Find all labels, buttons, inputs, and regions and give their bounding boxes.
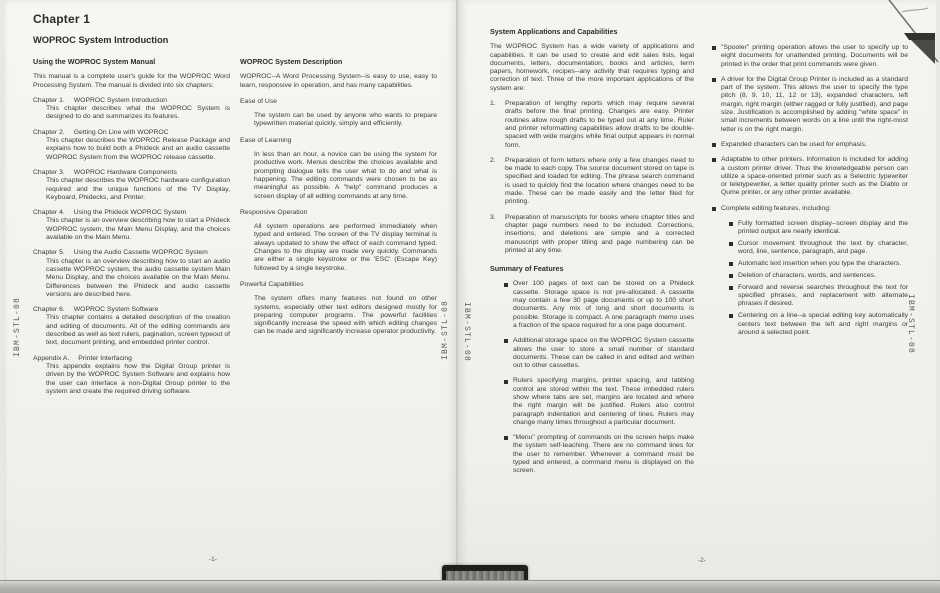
toc-entry-body: This appendix explains how the Digital Group printer is driven by the WOPROC System Software and explains how the user can interface a non-Digital Group printer to the system and create the required driving software. — [46, 362, 230, 395]
toc-entry-label: Chapter 4. — [33, 209, 65, 217]
square-bullet-icon — [712, 44, 721, 69]
powerful-capabilities-paragraph: The system offers many features not found on other systems, especially other text editors designed mostly for preparing computer programs. The powerful facilities significantly increase the speed with which editing changes can be made and significantly increase operator productivity. — [254, 295, 437, 336]
feature-bullet-storage — [504, 280, 694, 330]
feature-bullet-menu-prompting — [504, 434, 694, 475]
item-number: 3. — [490, 213, 496, 221]
archive-stamp-left-edge: IBM-STL-08 — [13, 297, 22, 358]
toc-entry-label: Chapter 3. — [33, 168, 65, 176]
page1-column-2 — [240, 58, 437, 337]
toc-entry-body: This chapter is an overview describing how to start a Phideck WOPROC system, the Main Menu Display, and the choices available on the Main Menu. — [46, 217, 230, 242]
bullet-text: Complete editing features, including: — [721, 204, 831, 212]
item-number: 1. — [490, 100, 496, 108]
page1-column-1 — [33, 58, 230, 403]
feature-bullet-additional-storage — [504, 337, 694, 370]
manual-intro-paragraph: This manual is a complete user's guide for the WOPROC Word Processing System. The manual is divided into six chapters: — [33, 73, 230, 89]
square-bullet-icon — [729, 260, 738, 268]
description-intro-paragraph: WOPROC--A Word Processing System--is easy to use, easy to learn, responsive in operation, and has many capabilities. — [240, 73, 437, 89]
square-bullet-icon — [504, 434, 513, 475]
scan-bottom-edge — [0, 580, 940, 593]
toc-entry-title: WOPROC Hardware Components — [73, 168, 177, 176]
toc-entry-head — [33, 97, 230, 105]
subheading-responsive-operation: Responsive Operation — [240, 208, 308, 216]
bullet-text: "Spooler" printing operation allows the user to specify up to eight documents for unattended printing. Documents will be printed in the order that print commands were given. — [721, 44, 908, 68]
toc-entry-title: WOPROC System Software — [73, 306, 159, 314]
feature-bullet-editing-features — [712, 205, 908, 213]
toc-entry-chapter-5 — [33, 249, 230, 299]
toc-entry-head — [33, 306, 230, 314]
bullet-text: Additional storage space on the WOPROC System cassette allows the user to store a small number of standard documents. These can be called in and edited and written out to other cassettes. — [513, 337, 694, 370]
toc-entry-body: This chapter contains a detailed description of the creation and editing of documents. All of the editing commands are described as well as text rulers, pagination, screen typeout of text, document printing, and embedded printer control. — [46, 314, 230, 347]
subbullet-text: Cursor movement throughout the text by character, word, line, sentence, paragraph, and page. — [738, 240, 908, 256]
col-heading-summary-of-features: Summary of Features — [490, 264, 564, 274]
square-bullet-icon — [712, 141, 721, 149]
toc-entry-label: Chapter 2. — [33, 128, 65, 136]
toc-entry-body: This chapter describes what the WOPROC System is designed to do and summarizes its features. — [46, 105, 230, 121]
square-bullet-icon — [712, 76, 721, 134]
folded-corner-mark — [878, 0, 940, 72]
bullet-text: Expanded characters can be used for emphasis. — [721, 140, 867, 148]
toc-entry-title: Using the Audio Cassette WOPROC System — [73, 249, 208, 257]
page1-section-title: WOPROC System Introduction — [33, 35, 169, 45]
editing-subfeature-text-insertion — [729, 260, 908, 268]
page2-number: -2- — [698, 557, 706, 564]
square-bullet-icon — [729, 312, 738, 337]
archive-stamp-gutter-right: IBM-STL-08 — [462, 302, 471, 363]
col-heading-using-manual: Using the WOPROC System Manual — [33, 57, 156, 66]
bullet-text: Rulers specifying margins, printer spacing, and tabbing control are stored within the text. These imbedded rulers show where tabs are set, margins are located and where the right margin will be justified. Rulers also control paragraph indentation and centering of lines. Rulers may change many times throughout a particular document. — [513, 377, 694, 426]
col-heading-system-description: WOPROC System Description — [240, 57, 343, 66]
subbullet-text: Fully formatted screen display--screen display and the printed output are nearly identical. — [738, 220, 908, 236]
col-heading-applications: System Applications and Capabilities — [490, 27, 618, 36]
toc-entry-chapter-6 — [33, 306, 230, 347]
subheading-ease-of-use: Ease of Use — [240, 97, 278, 105]
toc-entry-body: This chapter describes the WOPROC Release Package and explains how to build both a Phideck and an audio cassette WOPROC System from the WOPROC release cassette. — [46, 137, 230, 161]
archive-stamp-right-edge: IBM-STL-08 — [906, 294, 915, 355]
bullet-text: A driver for the Digital Group Printer is included as a standard part of the system. This allows the user to specify the type pitch (8, 9, 10, 11, 12 or 13), expanded characters, left margin, right margin (either ragged or fully justified), and page size. Justification is accomplished by adding "white space" in small increments between words on a line until the right-most letter is on the right margin. — [721, 75, 908, 133]
subheading-powerful-capabilities: Powerful Capabilities — [240, 280, 304, 288]
editing-subfeature-cursor-movement — [729, 240, 908, 257]
subbullet-text: Automatic text insertion when you type the characters. — [738, 260, 902, 268]
feature-bullet-printer-driver — [712, 76, 908, 134]
toc-entry-head — [33, 209, 230, 217]
application-item-1 — [490, 100, 694, 150]
subbullet-text: Centering on a line--a special editing key automatically centers text between the left and right margins or around a selected point. — [738, 312, 908, 336]
square-bullet-icon — [712, 205, 721, 213]
toc-entry-head — [33, 355, 230, 363]
feature-bullet-expanded-characters — [712, 141, 908, 149]
bullet-text: Adaptable to other printers. Information is included for adding a custom printer driver. Thus the knowledgeable person can utilize a space-oriented printer such as a Selectric typewriter or teletypewriter, a letter quality printer such as the Diablo or Qume printer, or any other printer available. — [721, 156, 908, 197]
square-bullet-icon — [729, 272, 738, 280]
application-item-2 — [490, 157, 694, 207]
feature-bullet-adaptable-printers — [712, 156, 908, 197]
item-body: Preparation of form letters where only a few changes need to be made to each copy. The source document stored on tape is specified and loaded for editing. The phrase search command is used to quickly find the location where changes need to be made. These can be made easily and the letter filed for printing. — [505, 156, 694, 206]
page-gutter-seam — [456, 0, 459, 582]
toc-entry-head — [33, 169, 230, 177]
subbullet-text: Forward and reverse searches throughout the text for specified phrases, and replacement with alternate phrases if desired. — [738, 283, 908, 308]
toc-entry-body: This chapter is an overview describing how to start an audio cassette WOPROC system, the audio cassette system Main Menu Display, and the choices available on the Main Menu. Differences between the Phideck and audio cassette versions are described here. — [46, 257, 230, 298]
chapter-heading: Chapter 1 — [33, 12, 91, 26]
toc-entry-title: Getting On Line with WOPROC — [73, 128, 169, 136]
item-body: Preparation of manuscripts for books where chapter titles and chapter page numbers need to be included. Corrections, insertions, and deletions are simple and a corrected manuscript with proper titling and page numbering can be printed at any time. — [505, 213, 694, 254]
subbullet-text: Deletion of characters, words, and sentences. — [738, 272, 876, 280]
toc-entry-head — [33, 249, 230, 257]
square-bullet-icon — [504, 280, 513, 330]
item-number: 2. — [490, 156, 496, 164]
page2-column-2 — [712, 44, 908, 341]
item-body: Preparation of lengthy reports which may require several drafts before the final printing. Changes are easy. Printer routines allow rough drafts to be typed out at any time. Ruler and printer reformatting capabilities allow drafts to be double-spaced with wide margins while final output appears in normal form. — [505, 100, 694, 149]
toc-entry-title: Using the Phideck WOPROC System — [73, 209, 187, 217]
square-bullet-icon — [729, 284, 738, 309]
toc-entry-chapter-3 — [33, 169, 230, 202]
square-bullet-icon — [729, 240, 738, 257]
subheading-ease-of-learning: Ease of Learning — [240, 136, 292, 144]
ease-of-use-paragraph: The system can be used by anyone who wants to prepare typewritten material quickly, simply and efficiently. — [254, 112, 437, 128]
toc-entry-title: Printer Interfacing — [78, 354, 132, 362]
toc-entry-chapter-2 — [33, 129, 230, 162]
toc-entry-label: Chapter 1. — [33, 96, 65, 104]
ease-of-learning-paragraph: In less than an hour, a novice can be using the system for productive work. Menus describe the choices available and prompting dialogue tells the user what to do and what is happening. The editing commands were chosen to be as meaningful as possible. A "help" command produces a screen display of all editing commands at any time. — [254, 151, 437, 200]
editing-subfeature-screen-display — [729, 220, 908, 237]
page1-number: -1- — [209, 556, 217, 563]
square-bullet-icon — [504, 377, 513, 427]
feature-bullet-rulers — [504, 377, 694, 427]
bullet-text: "Menu" prompting of commands on the screen helps make the system self-teaching. There are no command lines for the user to remember. Whenever a command must be typed and entered, a command menu is displayed on the screen. — [513, 434, 694, 475]
square-bullet-icon — [712, 156, 721, 197]
toc-entry-label: Appendix A. — [33, 354, 70, 362]
archive-stamp-gutter-left: IBM-STL-08 — [441, 300, 450, 361]
editing-subfeature-centering — [729, 312, 908, 337]
toc-entry-head — [33, 129, 230, 137]
editing-subfeature-deletion — [729, 272, 908, 280]
bullet-text: Over 100 pages of text can be stored on a Phideck cassette. Storage space is not pre-allocated. A cassette may contain a few 30 page documents or up to 100 short documents. Any mix of long and short documents is possible. Storage is compact. A one paragraph memo uses a fraction of the space required for a one page document. — [513, 280, 694, 329]
toc-entry-chapter-1 — [33, 97, 230, 122]
toc-entry-appendix-a — [33, 355, 230, 396]
applications-intro-paragraph: The WOPROC System has a wide variety of applications and capabilities. It can be used to create and edit sales lists, legal documents, letters, documentation, books and articles, term papers, homework, recipes--any activity that requires typing and correction of text. Three of the more important applications of the system are: — [490, 43, 694, 92]
toc-entry-label: Chapter 6. — [33, 306, 65, 314]
manual-page-2 — [459, 0, 936, 582]
toc-entry-title: WOPROC System Introduction — [73, 96, 168, 104]
square-bullet-icon — [504, 337, 513, 370]
editing-subfeature-searches — [729, 284, 908, 309]
responsive-operation-paragraph: All system operations are performed immediately when typed and entered. The screen of the TV display terminal is always updated to show the effect of each command typed. Changes to the display are made very quickly. Commands are either a single keystroke or the 'ESC' (Escape Key) followed by a single keystroke. — [254, 223, 437, 272]
square-bullet-icon — [729, 220, 738, 237]
toc-entry-body: This chapter describes the WOPROC hardware configuration required and the unique functions of the TV Display, Keyboard, Phidecks, and Printer. — [46, 177, 230, 201]
toc-entry-label: Chapter 5. — [33, 249, 65, 257]
manual-page-1 — [4, 0, 456, 582]
application-item-3 — [490, 214, 694, 255]
page2-column-1 — [490, 28, 694, 483]
toc-entry-chapter-4 — [33, 209, 230, 242]
